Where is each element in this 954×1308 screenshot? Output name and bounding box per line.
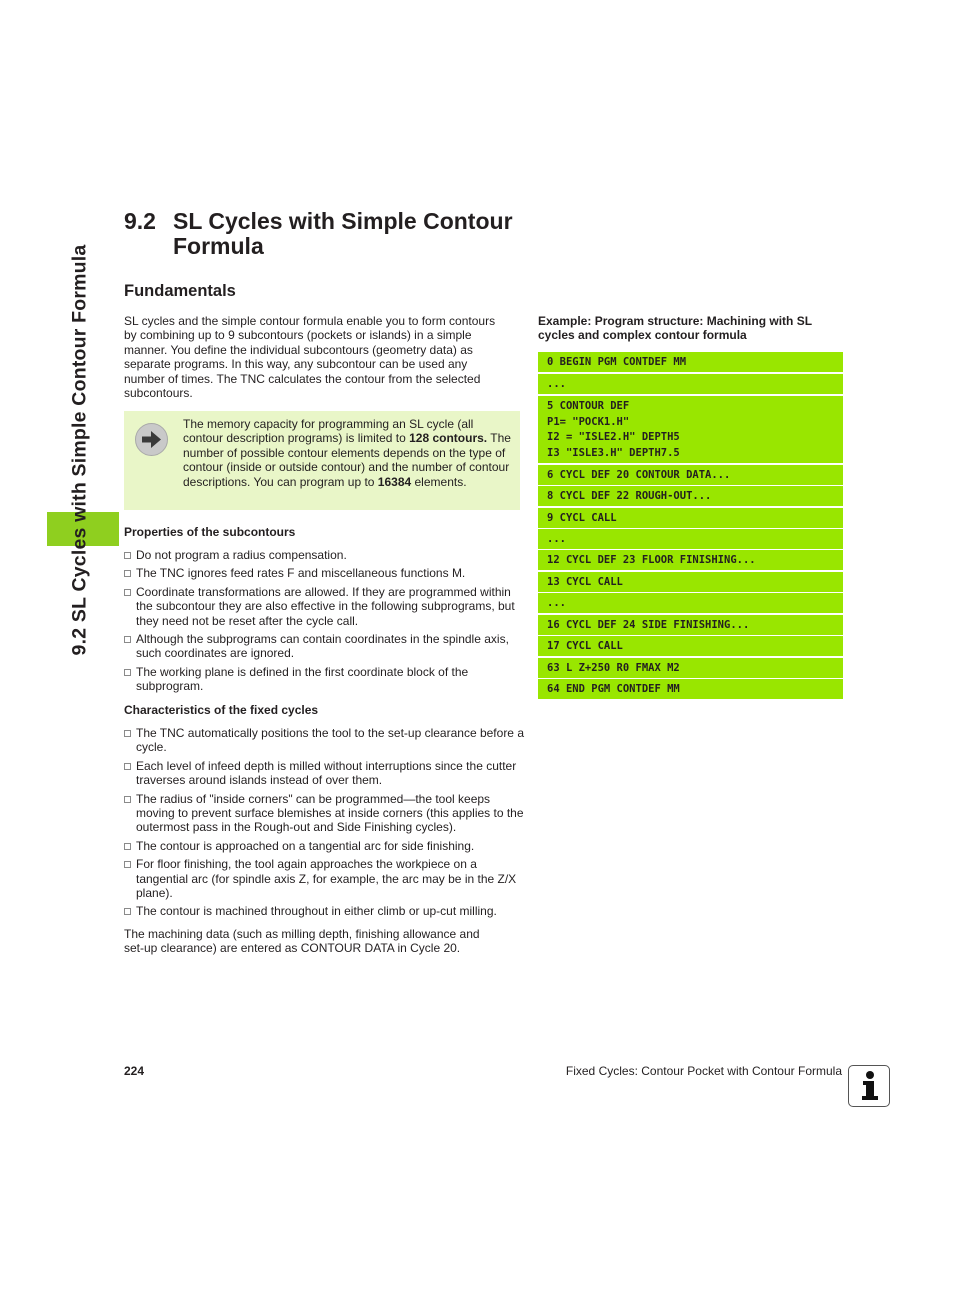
code-block: [538, 550, 843, 570]
code-line: 64 END PGM CONTDEF MM: [547, 683, 680, 695]
code-block: [538, 396, 843, 463]
section-title-line2: Formula: [173, 233, 264, 259]
code-line: 8 CYCL DEF 22 ROUGH-OUT...: [547, 490, 712, 502]
note-text-part: The number of possible contour elements depends on the type of contour (inside or outside contour) and the number of contour descriptions. You can program up to: [183, 431, 511, 489]
note-text-part: The memory capacity for programming an SL cycle (all contour description programs) is limited to: [183, 417, 474, 446]
section-number: 9.2: [124, 208, 156, 234]
note-bold-elements: 16384: [377, 474, 412, 489]
code-line: 16 CYCL DEF 24 SIDE FINISHING...: [547, 619, 750, 631]
chapter-title: Fixed Cycles: Contour Pocket with Contour Formula: [565, 1064, 842, 1078]
intro-line: number of times. The TNC calculates the contour from the selected: [124, 371, 481, 386]
page-number: 224: [124, 1064, 145, 1078]
section-title-line1: SL Cycles with Simple Contour: [173, 208, 513, 234]
properties-heading: Properties of the subcontours: [124, 525, 296, 539]
closing-line: The machining data (such as milling depth, finishing allowance and: [124, 927, 480, 941]
list-item: The contour is approached on a tangential arc for side finishing.: [124, 839, 524, 853]
note-text: [183, 417, 513, 489]
list-item: For floor finishing, the tool again approaches the workpiece on a tangential arc (for spindle axis Z, for example, the arc may be in the Z/X plane).: [124, 857, 524, 900]
list-item: Coordinate transformations are allowed. If they are programmed within the subcontour they are also effective in the following subprograms, but they need not be reset after the cycle call.: [124, 585, 524, 628]
code-block: [538, 465, 843, 485]
closing-line: set-up clearance) are entered as CONTOUR DATA in Cycle 20.: [124, 941, 461, 956]
code-line: 0 BEGIN PGM CONTDEF MM: [547, 356, 687, 368]
intro-line: subcontours.: [124, 386, 193, 401]
list-item: The radius of "inside corners" can be programmed—the tool keeps moving to prevent surface blemishes at inside corners (this applies to the outermost pass in the Rough-out and Side Finishing cycles).: [124, 792, 524, 835]
list-item: The TNC automatically positions the tool to the set-up clearance before a cycle.: [124, 726, 524, 755]
code-block: [538, 352, 843, 372]
side-tab-title: 9.2 SL Cycles with Simple Contour Formula: [68, 244, 91, 656]
code-block: [538, 508, 843, 528]
list-item: Do not program a radius compensation.: [124, 548, 524, 562]
info-icon: [848, 1065, 890, 1107]
code-block: [538, 679, 843, 699]
code-line: 12 CYCL DEF 23 FLOOR FINISHING...: [547, 554, 756, 566]
code-block: [538, 529, 843, 549]
code-block: [538, 615, 843, 635]
list-item: The contour is machined throughout in either climb or up-cut milling.: [124, 904, 524, 918]
closing-paragraph: [124, 927, 524, 956]
properties-list: [124, 548, 524, 694]
note-text-part: elements.: [411, 474, 467, 489]
arrow-right-icon: [135, 423, 168, 456]
code-block: [538, 374, 843, 394]
list-item: Each level of infeed depth is milled without interruptions since the cutter traverses around islands instead of over them.: [124, 759, 524, 788]
code-block: [538, 593, 843, 613]
code-line: ...: [547, 378, 566, 390]
code-block: [538, 658, 843, 678]
code-line: ...: [547, 533, 566, 545]
code-line: 9 CYCL CALL: [547, 512, 617, 524]
fundamentals-heading: Fundamentals: [124, 282, 236, 300]
code-line: 5 CONTOUR DEF: [547, 400, 630, 412]
code-block: [538, 486, 843, 506]
intro-line: by combining up to 9 subcontours (pockets or islands) in a simple: [124, 328, 472, 343]
code-line: ...: [547, 597, 566, 609]
code-line: I2 = "ISLE2.H" DEPTH5: [547, 431, 680, 443]
characteristics-list: [124, 726, 524, 919]
list-item: Although the subprograms can contain coordinates in the spindle axis, such coordinates are ignored.: [124, 632, 524, 661]
note-box: [124, 411, 520, 510]
intro-line: manner. You define the individual subcontours (geometry data) as: [124, 342, 473, 357]
intro-line: separate programs. In this way, any subcontour can be used any: [124, 357, 468, 372]
code-line: P1= "POCK1.H": [547, 415, 630, 428]
code-line: 63 L Z+250 R0 FMAX M2: [547, 662, 680, 674]
intro-line: SL cycles and the simple contour formula enable you to form contours: [124, 314, 496, 328]
code-line: 17 CYCL CALL: [547, 640, 623, 652]
code-block: [538, 572, 843, 592]
list-item: The working plane is defined in the first coordinate block of the subprogram.: [124, 665, 524, 694]
code-line: 13 CYCL CALL: [547, 576, 623, 588]
list-item: The TNC ignores feed rates F and miscellaneous functions M.: [124, 566, 524, 580]
section-title: [124, 209, 513, 259]
note-bold-capacity: 128 contours.: [409, 431, 488, 446]
characteristics-heading: Characteristics of the fixed cycles: [124, 703, 319, 717]
code-line: I3 "ISLE3.H" DEPTH7.5: [547, 446, 680, 459]
intro-paragraph: [124, 314, 524, 400]
code-line: 6 CYCL DEF 20 CONTOUR DATA...: [547, 469, 731, 481]
example-title: Example: Program structure: Machining with SL cycles and complex contour formula: [538, 314, 812, 343]
code-block: [538, 636, 843, 656]
